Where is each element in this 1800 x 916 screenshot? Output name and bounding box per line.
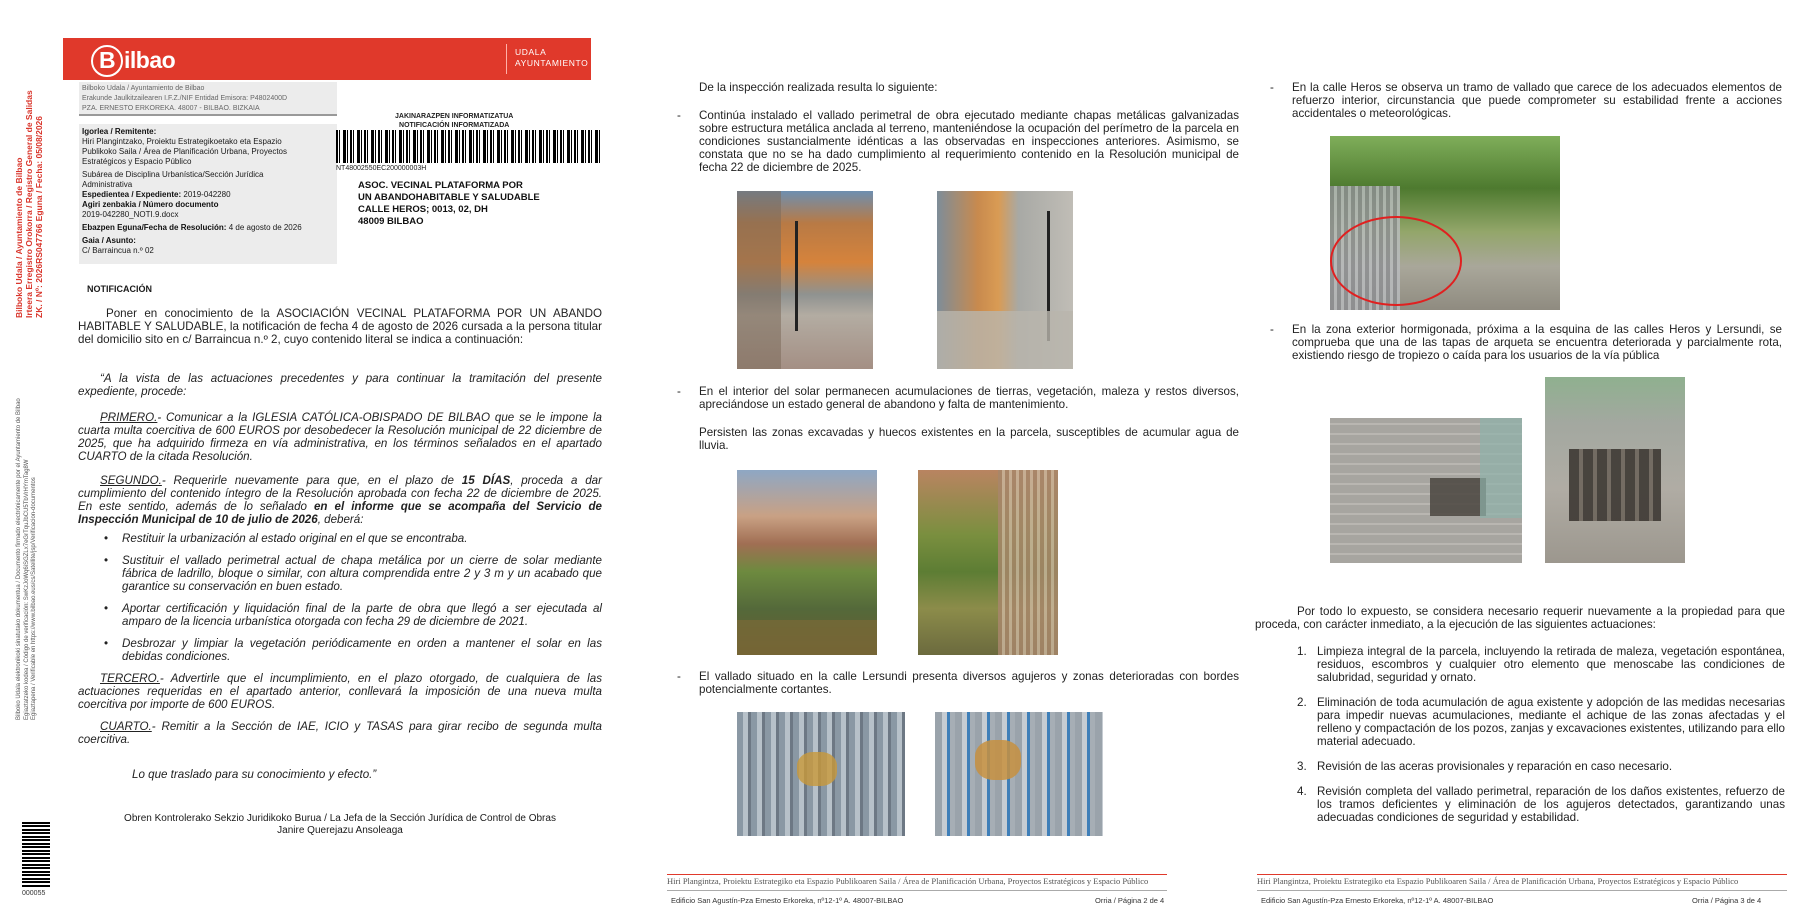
address-line: CALLE HEROS; 0013, 02, DH xyxy=(358,204,488,215)
cuarto-text: - Remitir a la Sección de IAE, ICIO y TASAS para girar recibo de segunda multa coercitiva. xyxy=(78,720,602,746)
issuer-line: Erakunde Jaulkitzailearen I.F.Z./NIF Entidad Emisora: P4802400D xyxy=(82,95,288,102)
sender-line: Hiri Plangintzako, Proiektu Estrategikoetako eta Espazio xyxy=(82,137,282,146)
photo-lot-interior-1 xyxy=(737,470,877,655)
list-item xyxy=(1297,760,1785,773)
finding-interior: En el interior del solar permanecen acumulaciones de tierras, vegetación, maleza y restos diversos, apreciándose un estado general de abandono y falta de mantenimiento. xyxy=(699,385,1239,411)
notification-title: NOTIFICACIÓN xyxy=(87,284,152,294)
signature-block xyxy=(80,813,600,837)
document-page-3 xyxy=(1245,0,1790,916)
item-text: Eliminación de toda acumulación de agua existente y adopción de las medidas necesarias para impedir nuevas acumulaciones, mediante el achique de las zonas afectadas y el relleno y compactación de los pozos, zanjas y excavaciones existentes, utilizando para ello material adecuado. xyxy=(1317,696,1785,748)
asunto-label: Gaia / Asunto: xyxy=(82,236,136,245)
inspection-intro: De la inspección realizada resulta lo siguiente: xyxy=(699,81,938,94)
primero-label: PRIMERO. xyxy=(100,411,158,424)
footer-divider xyxy=(1257,890,1787,891)
registry-line: Irteera Erregistro Orokorra / Registro General de Salidas xyxy=(24,90,34,318)
list-item: • Aportar certificación y liquidación final de la parte de obra que llegó a ser ejecutada al amparo de la licencia urbanística otorgada con fecha 29 de diciembre de 2021. xyxy=(122,602,602,628)
signer-role: Obren Kontrolerako Sekzio Juridikoko Burua / La Jefa de la Sección Jurídica de Control de Obras xyxy=(124,813,556,824)
registry-line: Bilboko Udala / Ayuntamiento de Bilbao xyxy=(14,157,24,318)
actions-list xyxy=(1297,645,1785,836)
tercero-paragraph xyxy=(78,672,602,711)
registry-stamp xyxy=(14,90,44,318)
banner-sub-line: UDALA xyxy=(515,47,547,57)
photo-heros-fence xyxy=(1330,136,1560,310)
verification-line: Egiaztatzeko kodea / Código de verificación: SwKzJoWq6iSGZLx7eGrTquJbCU5TbVrHYmTag8W xyxy=(23,459,30,720)
verification-note xyxy=(16,398,39,720)
signer-name: Janire Querejazu Ansoleaga xyxy=(277,825,403,836)
list-item xyxy=(1297,696,1785,748)
documento-value: 2019-042280_NOTI.9.docx xyxy=(82,210,179,219)
subarea-line: Administrativa xyxy=(82,180,133,189)
page-number: Orria / Página 3 de 4 xyxy=(1692,896,1762,905)
item-text: Revisión de las aceras provisionales y reparación en caso necesario. xyxy=(1317,760,1673,773)
footer-divider xyxy=(667,874,1167,875)
requirements-list xyxy=(122,532,602,672)
item-number: 4. xyxy=(1297,785,1307,798)
document-page-2 xyxy=(655,0,1239,916)
footer-address: Edificio San Agustín-Pza Ernesto Erkoreka, nº12-1º A. 48007-BILBAO xyxy=(671,896,904,905)
recipient-address xyxy=(358,180,540,228)
finding-lersundi: El vallado situado en la calle Lersundi presenta diversos agujeros y zonas deterioradas con bordes potencialmente cortantes. xyxy=(699,670,1239,696)
barcode-number: NT48002550EC200000003H xyxy=(336,165,427,172)
sender-line: Estratégicos y Espacio Público xyxy=(82,157,192,166)
dash-marker: - xyxy=(1270,81,1274,94)
page-barcode xyxy=(22,822,50,888)
item-text: Revisión completa del vallado perimetral, reparación de los daños existentes, refuerzo de los tramos deficientes y eliminación de los agujeros detectados, garantizando unas adecuadas condiciones de seguridad y estabilidad. xyxy=(1317,785,1785,824)
banner-divider xyxy=(506,44,507,74)
segundo-text: , deberá: xyxy=(317,513,364,526)
subarea-line: Subárea de Disciplina Urbanística/Sección Jurídica xyxy=(82,170,264,179)
finding-excavations: Persisten las zonas excavadas y huecos existentes en la parcela, susceptibles de acumular agua de lluvia. xyxy=(699,426,1239,452)
dash-marker: - xyxy=(677,670,681,683)
page-number: Orria / Página 2 de 4 xyxy=(1095,896,1165,905)
expediente-value: 2019-042280 xyxy=(183,190,231,199)
finding-fence: Continúa instalado el vallado perimetral de obra ejecutado mediante chapas metálicas galvanizadas sobre estructura metálica anclada al terreno, manteniéndose la ocupación del perímetro de la parcela en condiciones sustancialmente idénticas a las observadas en inspecciones anteriores. Asimismo, se constata que no se ha dado cumplimiento al requerimiento contenido en la Resolución municipal de fecha 22 de diciembre de 2025. xyxy=(699,109,1239,174)
document-page-1 xyxy=(0,0,610,916)
page-barcode-number: 000055 xyxy=(22,890,46,897)
item-number: 3. xyxy=(1297,760,1307,773)
finding-manhole: En la zona exterior hormigonada, próxima a la esquina de las calles Heros y Lersundi, se comprueba que una de las tapas de arqueta se encuentra deteriorada y parcialmente rota, existiendo riesgo de tropiezo o caída para los usuarios de la vía pública xyxy=(1292,323,1782,362)
notification-type-line: JAKINARAZPEN INFORMATIZATUA xyxy=(395,113,514,120)
tercero-label: TERCERO. xyxy=(100,672,160,685)
sender-label: Igorlea / Remitente: xyxy=(82,127,157,136)
verification-line: Bilboko Udala elektronikoki sinatutako dokumentua / Documento firmado electrónicamente por el Ayuntamiento de Bilbao xyxy=(16,398,22,720)
highlight-circle xyxy=(1330,216,1462,306)
photo-street-fence-1 xyxy=(737,191,873,369)
segundo-text: - Requerirle nuevamente para que, en el plazo de xyxy=(161,474,462,487)
footer-department: Hiri Plangintza, Proiektu Estrategiko eta Espazio Publikoaren Saila / Área de Planificación Urbana, Proyectos Estratégicos y Espacio Público xyxy=(667,876,1149,886)
sender-line: Publikoko Saila / Área de Planificación Urbana, Proyectos xyxy=(82,147,287,156)
segundo-label: SEGUNDO. xyxy=(100,474,162,487)
issuer-line: PZA. ERNESTO ERKOREKA. 48007 - BILBAO. BIZKAIA xyxy=(82,105,260,112)
tercero-text: - Advertirle que el incumplimiento, en el plazo otorgado, de cualquiera de las actuaciones requeridas en el apartado anterior, conllevará la imposición de una nueva multa coercitiva por importe de 600 EUROS. xyxy=(78,672,602,711)
sender-box xyxy=(79,124,337,264)
issuer-divider xyxy=(79,114,337,116)
segundo-text: , proceda a dar cumplimiento del contenido íntegro de la Resolución aprobada con fecha 22 de diciembre de 2025. En este sentido, además de lo señalado xyxy=(78,474,602,513)
footer-address: Edificio San Agustín-Pza Ernesto Erkoreka, nº12-1º A. 48007-BILBAO xyxy=(1261,896,1494,905)
photo-damaged-fence-2 xyxy=(935,712,1103,836)
photo-manhole-1 xyxy=(1330,418,1522,563)
dash-marker: - xyxy=(1270,323,1274,336)
fecha-value: 4 de agosto de 2026 xyxy=(228,223,302,232)
address-line: ASOC. VECINAL PLATAFORMA POR xyxy=(358,180,523,191)
item-number: 1. xyxy=(1297,645,1307,658)
bilbao-logo: B ilbao xyxy=(91,45,175,77)
conclusion-paragraph: Por todo lo expuesto, se considera necesario requerir nuevamente a la propiedad para que proceda, con carácter inmediato, a la ejecución de las siguientes actuaciones: xyxy=(1255,605,1785,631)
cuarto-label: CUARTO. xyxy=(100,720,152,733)
registry-line: ZK. / Nº: 2026RS047766 Eguna / Fecha: 05/08/2026 xyxy=(34,115,44,318)
issuer-box xyxy=(79,82,337,114)
list-item xyxy=(1297,785,1785,824)
header-banner xyxy=(63,38,591,80)
item-text: Limpieza integral de la parcela, incluyendo la retirada de maleza, vegetación espontánea, residuos, escombros y cualquier otro elemento que menoscabe las condiciones de salubridad, seguridad y ornato. xyxy=(1317,645,1785,684)
cuarto-paragraph xyxy=(78,720,602,746)
list-item: • Sustituir el vallado perimetral actual de chapa metálica por un cierre de solar mediante fábrica de ladrillo, bloque o similar, con altura comprendida entre 2 y 3 m y un acabado que garantice su conservación en buen estado. xyxy=(122,554,602,593)
verification-line: Egiaztapena / Verificable en https://www.bilbao.eus/cs/Satellite/jsp/Verificacion-documentos xyxy=(31,477,37,720)
dash-marker: - xyxy=(677,109,681,122)
banner-sub-line: AYUNTAMIENTO xyxy=(515,58,589,68)
quote-opening: “A la vista de las actuaciones precedentes y para continuar la tramitación del presente expediente, procede: xyxy=(78,372,602,398)
photo-damaged-fence-1 xyxy=(737,712,905,836)
list-item xyxy=(1297,645,1785,684)
photo-manhole-2 xyxy=(1545,377,1685,563)
footer-divider xyxy=(1257,874,1787,875)
banner-subtitle xyxy=(515,47,588,69)
barcode xyxy=(336,130,601,163)
item-number: 2. xyxy=(1297,696,1307,709)
issuer-line: Bilboko Udala / Ayuntamiento de Bilbao xyxy=(82,85,205,92)
intro-paragraph: Poner en conocimiento de la ASOCIACIÓN VECINAL PLATAFORMA POR UN ABANDO HABITABLE Y SALUDABLE, la notificación de fecha 4 de agosto de 2026 cursada a la persona titular del domicilio sito en c/ Barraincua n.º 2, cuyo contenido literal se indica a continuación: xyxy=(78,307,602,346)
photo-lot-interior-2 xyxy=(918,470,1058,655)
dash-marker: - xyxy=(677,385,681,398)
documento-label: Agiri zenbakia / Número documento xyxy=(82,200,219,209)
fecha-label: Ebazpen Eguna/Fecha de Resolución: xyxy=(82,223,227,232)
address-line: UN ABANDOHABITABLE Y SALUDABLE xyxy=(358,192,540,203)
list-item: • Desbrozar y limpiar la vegetación periódicamente en orden a mantener el solar en las debidas condiciones. xyxy=(122,637,602,663)
segundo-report-ref: en el informe que se acompaña del Servicio de Inspección Municipal de 10 de julio de 2026 xyxy=(78,500,602,526)
logo-text: ilbao xyxy=(124,47,176,73)
primero-text: - Comunicar a la IGLESIA CATÓLICA-OBISPADO DE BILBAO que se le impone la cuarta multa coercitiva de 600 EUROS por desobedecer la Resolución municipal de 22 diciembre de 2025, que ha adquirido firmeza en vía administrativa, en los términos señalados en el apartado CUARTO de la citada Resolución. xyxy=(78,411,602,463)
expediente-label: Espedientea / Expediente: xyxy=(82,190,182,199)
primero-paragraph xyxy=(78,411,602,463)
asunto-value: C/ Barraincua n.º 02 xyxy=(82,246,154,255)
segundo-paragraph xyxy=(78,474,602,526)
photo-street-fence-2 xyxy=(937,191,1073,369)
notification-type xyxy=(395,112,513,130)
notification-type-line: NOTIFICACIÓN INFORMATIZADA xyxy=(399,122,510,129)
segundo-deadline: 15 DÍAS xyxy=(461,474,511,487)
closing-line: Lo que traslado para su conocimiento y efecto.” xyxy=(132,768,377,781)
footer-divider xyxy=(667,890,1167,891)
footer-department: Hiri Plangintza, Proiektu Estrategiko eta Espazio Publikoaren Saila / Área de Planificación Urbana, Proyectos Estratégicos y Espacio Público xyxy=(1257,876,1739,886)
address-line: 48009 BILBAO xyxy=(358,216,424,227)
list-item: • Restituir la urbanización al estado original en el que se encontraba. xyxy=(122,532,602,545)
finding-heros: En la calle Heros se observa un tramo de vallado que carece de los adecuados elementos de refuerzo interior, circunstancia que puede comprometer su estabilidad frente a acciones accidentales o meteorológicas. xyxy=(1292,81,1782,120)
